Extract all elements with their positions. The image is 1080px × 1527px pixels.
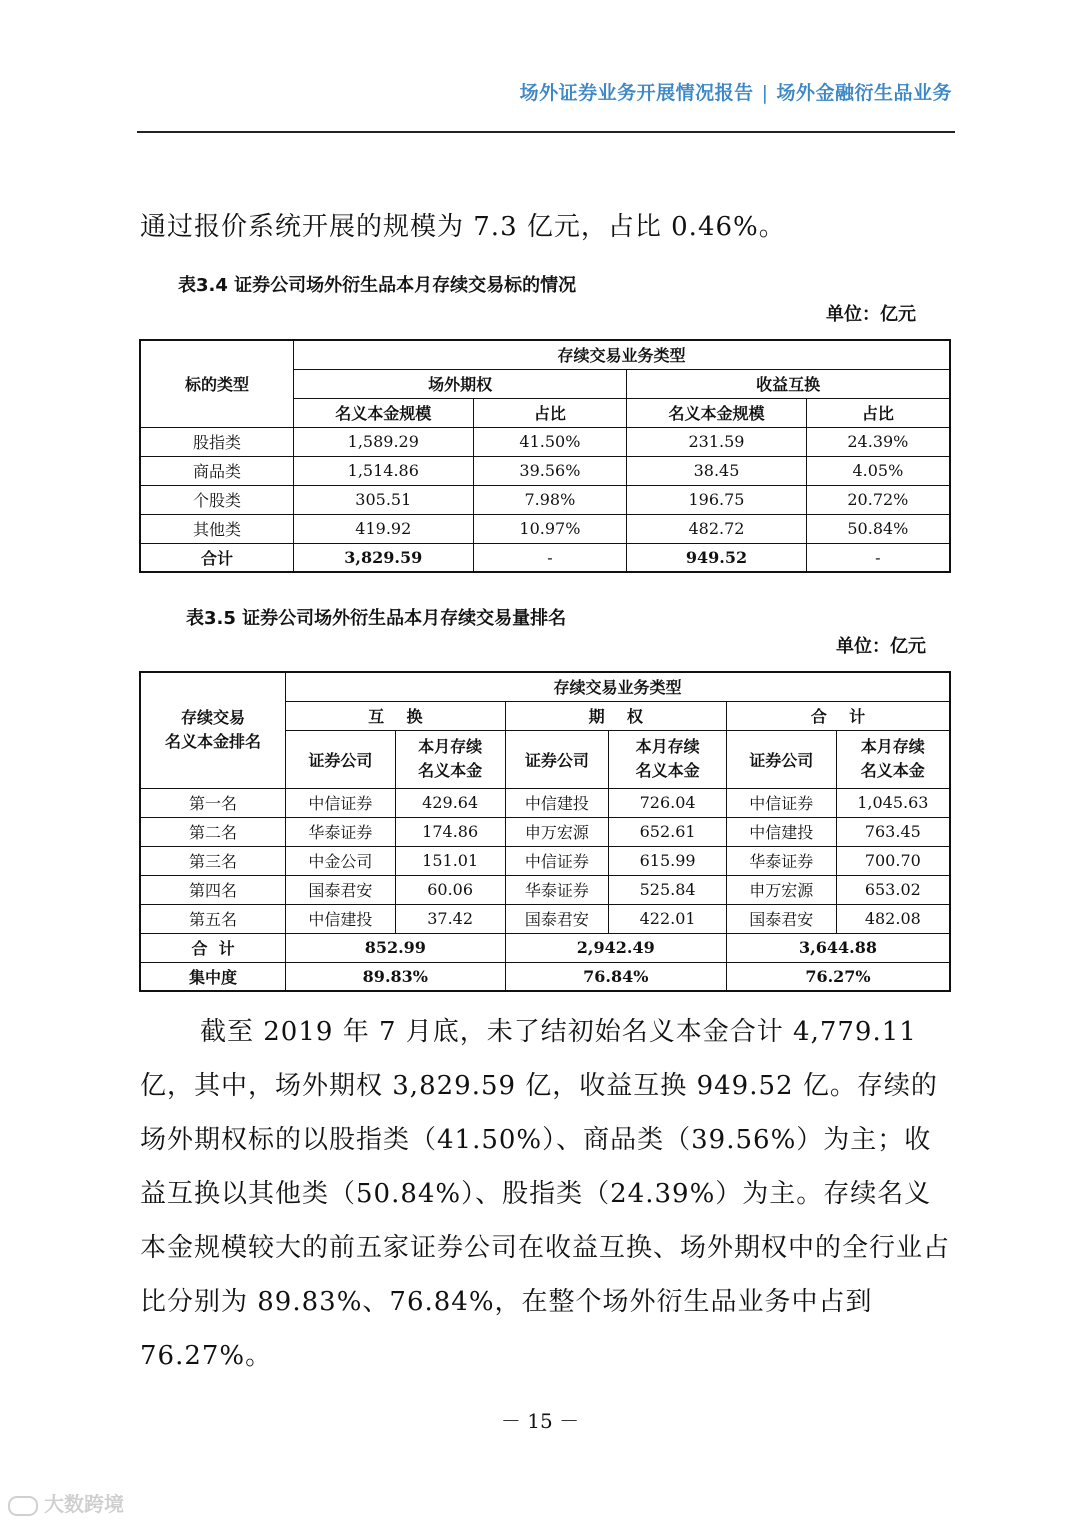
- table-cell: 615.99: [609, 846, 727, 875]
- row-label: 集中度: [140, 962, 286, 991]
- row-label: 个股类: [140, 485, 293, 514]
- table-cell: 151.01: [395, 846, 505, 875]
- table-cell: 申万宏源: [505, 817, 609, 846]
- table2-caption: 表3.5 证券公司场外衍生品本月存续交易量排名: [186, 608, 567, 629]
- intro-paragraph: 通过报价系统开展的规模为 7.3 亿元，占比 0.46%。: [140, 212, 786, 242]
- table-cell: 305.51: [293, 485, 473, 514]
- table-cell: 419.92: [293, 514, 473, 543]
- header-rule: [137, 131, 955, 133]
- table1-sub-header: 占比: [806, 398, 950, 427]
- table1-sub-header: 名义本金规模: [627, 398, 807, 427]
- table-cell: 852.99: [286, 933, 505, 962]
- table-cell: 2,942.49: [505, 933, 726, 962]
- table-row: [140, 456, 950, 485]
- table-row: [140, 788, 950, 817]
- table-cell: 中金公司: [286, 846, 396, 875]
- table-row: [140, 846, 950, 875]
- table-row: [140, 485, 950, 514]
- table-cell: -: [473, 543, 627, 572]
- watermark: [8, 1488, 124, 1517]
- page-header: [520, 78, 952, 105]
- row-label: 合计: [140, 543, 293, 572]
- table-cell: 39.56%: [473, 456, 627, 485]
- table-cell: 国泰君安: [286, 875, 396, 904]
- table-cell: 429.64: [395, 788, 505, 817]
- table-cell: 231.59: [627, 427, 807, 456]
- table-cell: 中信证券: [726, 788, 836, 817]
- table2-sub-header: 证券公司: [726, 730, 836, 788]
- table-row: [140, 875, 950, 904]
- table2-corner: 存续交易 名义本金排名: [140, 672, 286, 788]
- table-cell: 3,644.88: [726, 933, 950, 962]
- table-cell: 50.84%: [806, 514, 950, 543]
- table1-sub-header: 名义本金规模: [293, 398, 473, 427]
- table-cell: 37.42: [395, 904, 505, 933]
- table-cell: 38.45: [627, 456, 807, 485]
- table-cell: 中信建投: [505, 788, 609, 817]
- row-label: 第二名: [140, 817, 286, 846]
- table-cell: 726.04: [609, 788, 727, 817]
- row-label: 商品类: [140, 456, 293, 485]
- table-cell: 652.61: [609, 817, 727, 846]
- table-cell: 76.27%: [726, 962, 950, 991]
- ranking-table: [139, 671, 951, 992]
- table-row: [140, 904, 950, 933]
- table1-caption: 表3.4 证券公司场外衍生品本月存续交易标的情况: [178, 275, 577, 296]
- table-cell: 653.02: [836, 875, 950, 904]
- table2-sub-header: 证券公司: [286, 730, 396, 788]
- table2-col-group: 合 计: [726, 701, 950, 730]
- table-cell: 525.84: [609, 875, 727, 904]
- total-row: [140, 543, 950, 572]
- table1-col-group: 收益互换: [627, 369, 950, 398]
- table-cell: 华泰证券: [505, 875, 609, 904]
- table-cell: 国泰君安: [726, 904, 836, 933]
- table-cell: 中信证券: [286, 788, 396, 817]
- table-cell: 1,589.29: [293, 427, 473, 456]
- table-cell: 20.72%: [806, 485, 950, 514]
- table-cell: 196.75: [627, 485, 807, 514]
- row-label: 第一名: [140, 788, 286, 817]
- table-cell: 国泰君安: [505, 904, 609, 933]
- row-label: 第四名: [140, 875, 286, 904]
- table-cell: 10.97%: [473, 514, 627, 543]
- table-cell: 700.70: [836, 846, 950, 875]
- row-label: 第五名: [140, 904, 286, 933]
- header-report-title: 场外证券业务开展情况报告: [519, 82, 754, 104]
- table-cell: 7.98%: [473, 485, 627, 514]
- table-cell: 华泰证券: [286, 817, 396, 846]
- header-separator: |: [761, 82, 769, 104]
- table-cell: 60.06: [395, 875, 505, 904]
- table-row: [140, 514, 950, 543]
- table2-col-group: 期 权: [505, 701, 726, 730]
- table-cell: 76.84%: [505, 962, 726, 991]
- table-cell: 3,829.59: [293, 543, 473, 572]
- total-row: [140, 933, 950, 962]
- summary-paragraph: 截至 2019 年 7 月底，未了结初始名义本金合计 4,779.11 亿，其中，场外期权 3,829.59 亿，收益互换 949.52 亿。存续的场外期权标的以股指类（41.50%）、商品类（39.56%）为主；收益互换以其他类（50.84%）、股指类（24.39%）为主。存续名义本金规模较大的前五家证券公司在收益互换、场外期权中的全行业占比分别为 89.83%、76.84%，在整个场外衍生品业务中占到 76.27%。: [140, 1017, 951, 1371]
- table1-col-group: 场外期权: [293, 369, 626, 398]
- table-cell: 4.05%: [806, 456, 950, 485]
- table-cell: -: [806, 543, 950, 572]
- table-row: [140, 817, 950, 846]
- watermark-text: 大数跨境: [44, 1492, 124, 1516]
- table2-col-group: 互 换: [286, 701, 505, 730]
- page-number: － 15 －: [500, 1409, 580, 1433]
- table1-corner: 标的类型: [140, 340, 293, 427]
- row-label: 其他类: [140, 514, 293, 543]
- table2-sub-header: 本月存续 名义本金: [395, 730, 505, 788]
- header-section-title: 场外金融衍生品业务: [776, 82, 952, 104]
- table-cell: 482.08: [836, 904, 950, 933]
- table2-sub-header: 本月存续 名义本金: [609, 730, 727, 788]
- table2-group-header: 存续交易业务类型: [286, 672, 950, 701]
- table2-sub-header: 本月存续 名义本金: [836, 730, 950, 788]
- table-cell: 申万宏源: [726, 875, 836, 904]
- table-cell: 89.83%: [286, 962, 505, 991]
- table2-sub-header: 证券公司: [505, 730, 609, 788]
- table-cell: 1,045.63: [836, 788, 950, 817]
- table2-unit: 单位：亿元: [836, 636, 926, 657]
- underlying-table: [139, 339, 951, 573]
- row-label: 合 计: [140, 933, 286, 962]
- table-cell: 41.50%: [473, 427, 627, 456]
- concentration-row: [140, 962, 950, 991]
- table-cell: 中信建投: [286, 904, 396, 933]
- table-cell: 中信建投: [726, 817, 836, 846]
- table1-sub-header: 占比: [473, 398, 627, 427]
- table-cell: 1,514.86: [293, 456, 473, 485]
- table-cell: 763.45: [836, 817, 950, 846]
- watermark-logo-icon: [8, 1496, 38, 1516]
- table-cell: 中信证券: [505, 846, 609, 875]
- table-cell: 949.52: [627, 543, 807, 572]
- row-label: 第三名: [140, 846, 286, 875]
- table-row: [140, 427, 950, 456]
- table1-group-header: 存续交易业务类型: [293, 340, 950, 369]
- table-cell: 422.01: [609, 904, 727, 933]
- table-cell: 24.39%: [806, 427, 950, 456]
- table-cell: 482.72: [627, 514, 807, 543]
- table-cell: 华泰证券: [726, 846, 836, 875]
- table-cell: 174.86: [395, 817, 505, 846]
- table1-unit: 单位：亿元: [826, 304, 916, 325]
- row-label: 股指类: [140, 427, 293, 456]
